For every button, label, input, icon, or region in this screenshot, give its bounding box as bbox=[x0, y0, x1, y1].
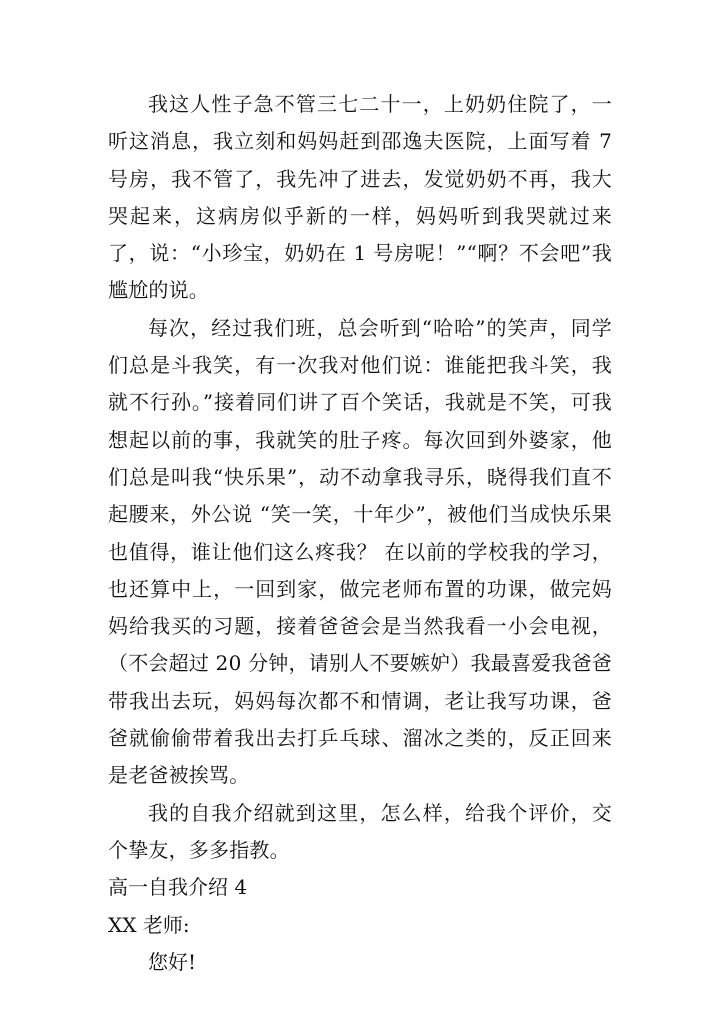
paragraph-laughter-story: 每次，经过我们班，总会听到“哈哈”的笑声，同学们总是斗我笑，有一次我对他们说：谁能把我斗笑，我就不行孙。”接着同们讲了百个笑话，我就是不笑，可我想起以前的事，我就笑的肚子疼。每次回到外婆家，他们总是叫我“快乐果”，动不动拿我寻乐，晓得我们直不起腰来，外公说 “笑一笑，十年少”，被他们当成快乐果也值得，谁让他们这么疼我？ 在以前的学校我的学习，也还算中上，一回到家，做完老师布置的功课，做完妈妈给我买的习题，接着爸爸会是当然我看一小会电视，（不会超过 20 分钟，请别人不要嫉妒）我最喜爱我爸爸带我出去玩，妈妈每次都不和情调，老让我写功课，爸爸就偷偷带着我出去打乒乓球、溜冰之类的，反正回来是老爸被挨骂。 bbox=[108, 315, 612, 788]
section-title: 高一自我介绍 4 bbox=[108, 875, 248, 900]
document-page bbox=[108, 86, 612, 981]
paragraph-closing: 我的自我介绍就到这里，怎么样，给我个评价，交个挚友，多多指教。 bbox=[108, 800, 612, 862]
salutation: XX 老师: bbox=[108, 912, 190, 937]
greeting: 您好! bbox=[148, 949, 197, 974]
paragraph-hospital-story: 我这人性子急不管三七二十一，上奶奶住院了，一听这消息，我立刻和妈妈赶到邵逸夫医院，上面写着 7 号房，我不管了，我先冲了进去，发觉奶奶不再，我大哭起来，这病房似乎新的一样，妈妈听到我哭就过来了，说：“小珍宝，奶奶在 1 号房呢！”“啊？不会吧”我尴尬的说。 bbox=[108, 92, 612, 303]
